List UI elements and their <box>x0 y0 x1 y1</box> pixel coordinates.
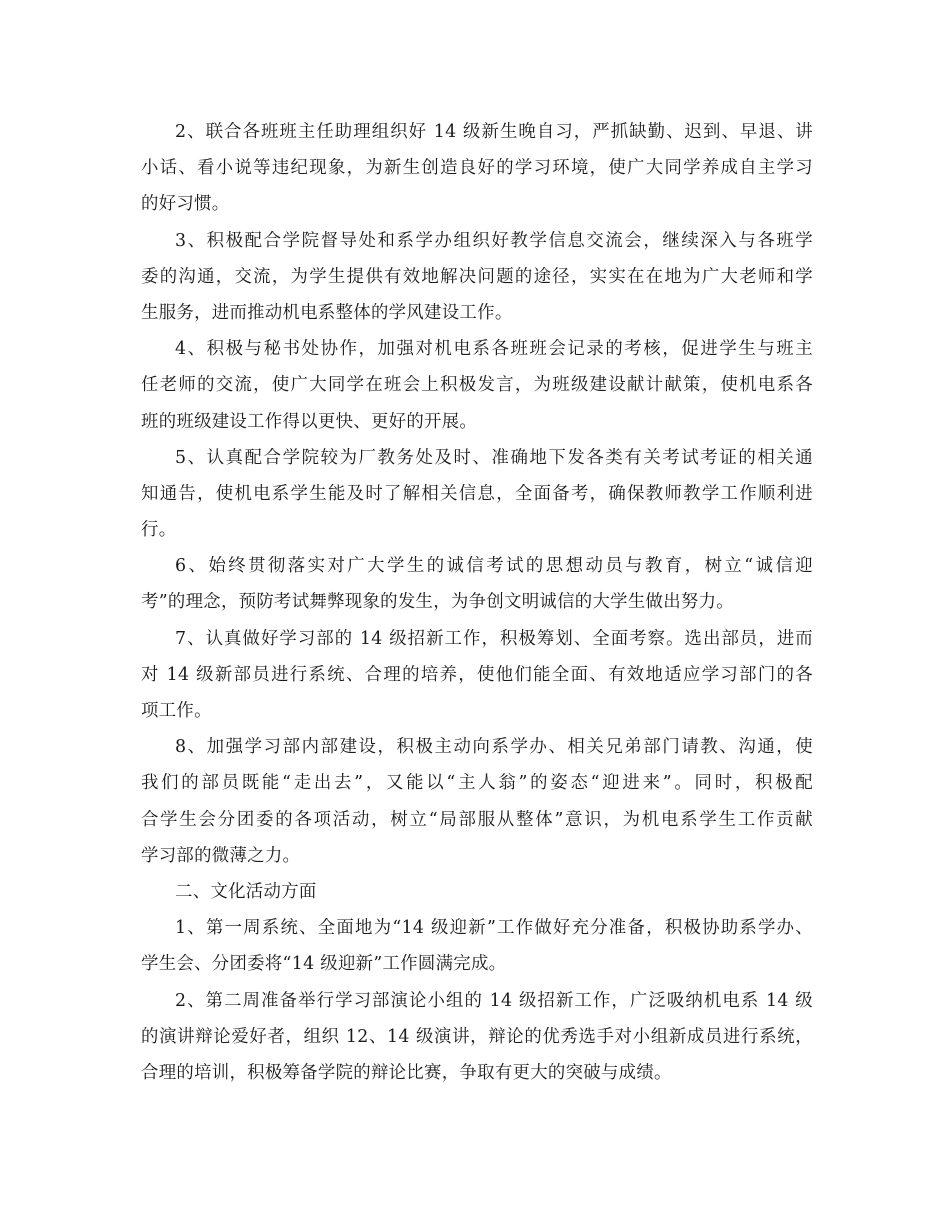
text-line: 考”的理念，预防考试舞弊现象的发生，为争创文明诚信的大学生做出努力。 <box>141 592 734 613</box>
text-line: 的好习惯。 <box>141 194 230 215</box>
text-line: 班的班级建设工作得以更快、更好的开展。 <box>141 411 478 432</box>
paragraph-culture-1 <box>141 910 813 982</box>
text-line: 生服务，进而推动机电系整体的学风建设工作。 <box>141 302 513 323</box>
paragraph-item-3 <box>141 223 813 332</box>
text-line: 的演讲辩论爱好者，组织 12、14 级演讲，辩论的优秀选手对小组新成员进行系统， <box>141 1026 813 1047</box>
text-line: 6、始终贯彻落实对广大学生的诚信考试的思想动员与教育，树立“诚信迎 <box>175 556 813 577</box>
text-line: 7、认真做好学习部的 14 级招新工作，积极筹划、全面考察。选出部员，进而 <box>175 628 813 649</box>
text-line: 项工作。 <box>141 701 212 721</box>
paragraph-culture-2 <box>141 983 813 1092</box>
text-line: 行。 <box>141 520 177 541</box>
text-line: 我们的部员既能“走出去”，又能以“主人翁”的姿态“迎进来”。同时，积极配 <box>141 773 813 794</box>
text-line: 2、第二周准备举行学习部演论小组的 14 级招新工作，广泛吸纳机电系 14 级 <box>175 990 813 1011</box>
text-line: 知通告，使机电系学生能及时了解相关信息，全面备考，确保教师教学工作顺利进 <box>141 483 813 504</box>
paragraph-item-5 <box>141 440 813 549</box>
text-line: 对 14 级新部员进行系统、合理的培养，使他们能全面、有效地适应学习部门的各 <box>141 664 813 685</box>
text-line: 1、第一周系统、全面地为“14 级迎新”工作做好充分准备，积极协助系学办、 <box>175 918 813 939</box>
paragraph-item-2 <box>141 114 813 223</box>
text-line: 委的沟通，交流，为学生提供有效地解决问题的途径，实实在在地为广大老师和学 <box>141 266 813 287</box>
text-line: 8、加强学习部内部建设，积极主动向系学办、相关兄弟部门请教、沟通，使 <box>175 737 813 758</box>
text-line: 合学生会分团委的各项活动，树立“局部服从整体”意识，为机电系学生工作贡献 <box>141 809 813 830</box>
text-line: 合理的培训，积极筹备学院的辩论比赛，争取有更大的突破与成绩。 <box>141 1062 672 1083</box>
text-line: 4、积极与秘书处协作，加强对机电系各班班会记录的考核，促进学生与班主 <box>175 339 813 360</box>
paragraph-item-7 <box>141 621 813 730</box>
text-line: 小话、看小说等违纪现象，为新生创造良好的学习环境，使广大同学养成自主学习 <box>141 158 813 179</box>
text-line: 5、认真配合学院较为厂教务处及时、准确地下发各类有关考试考证的相关通 <box>175 447 813 468</box>
text-line: 3、积极配合学院督导处和系学办组织好教学信息交流会，继续深入与各班学 <box>175 230 813 251</box>
text-line: 任老师的交流，使广大同学在班会上积极发言，为班级建设献计献策，使机电系各 <box>141 375 813 396</box>
text-line: 学习部的微薄之力。 <box>141 845 301 866</box>
paragraph-item-4 <box>141 331 813 440</box>
document-page <box>141 114 813 1091</box>
text-line: 二、文化活动方面 <box>175 881 317 902</box>
paragraph-item-6 <box>141 548 813 620</box>
text-line: 学生会、分团委将“14 级迎新”工作圆满完成。 <box>141 954 507 975</box>
section-heading <box>141 874 813 910</box>
text-line: 2、联合各班班主任助理组织好 14 级新生晚自习，严抓缺勤、迟到、早退、讲 <box>175 122 813 142</box>
paragraph-item-8 <box>141 729 813 874</box>
